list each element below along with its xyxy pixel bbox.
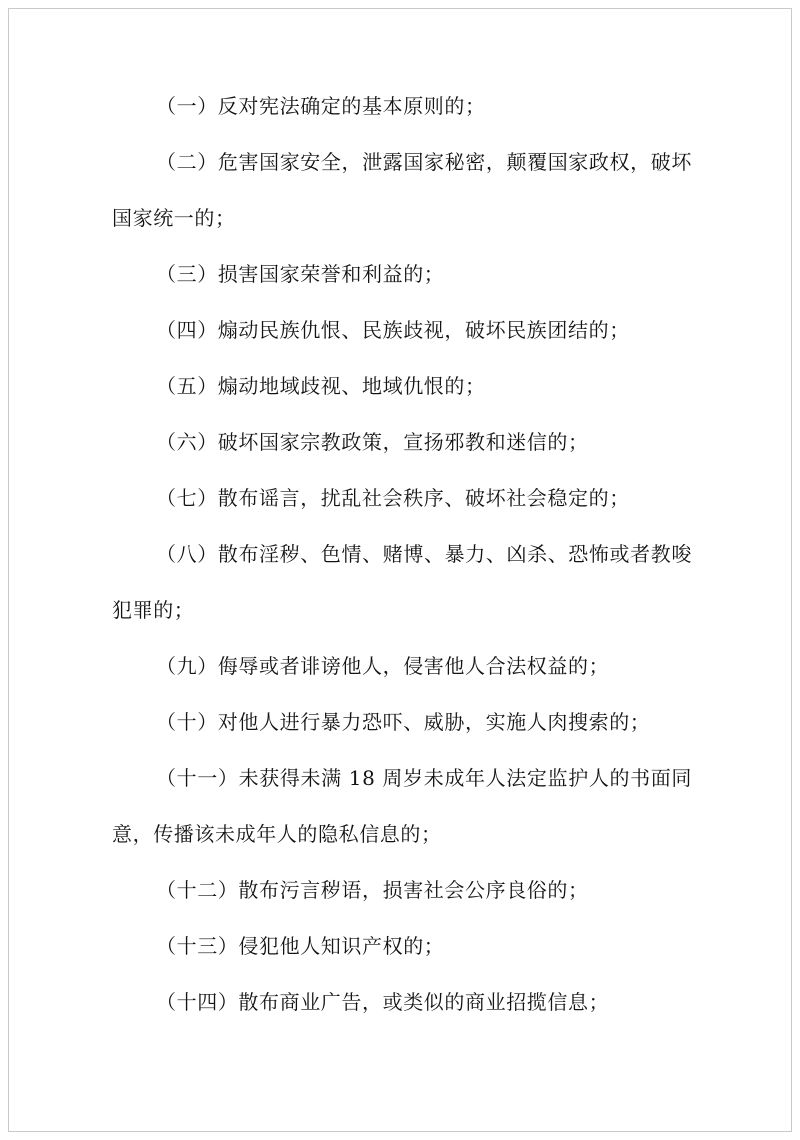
clause-paragraph: （五）煽动地域歧视、地域仇恨的；	[156, 374, 486, 398]
clause-paragraph: （六）破坏国家宗教政策，宣扬邪教和迷信的；	[156, 430, 589, 454]
clause-paragraph: （四）煽动民族仇恨、民族歧视，破坏民族团结的；	[156, 318, 630, 342]
clause-paragraph: （十）对他人进行暴力恐吓、威胁，实施人肉搜索的；	[156, 710, 651, 734]
clause-paragraph: （八）散布淫秽、色情、赌博、暴力、凶杀、恐怖或者教唆犯罪的；	[112, 542, 692, 622]
clause-paragraph: （三）损害国家荣誉和利益的；	[156, 262, 445, 286]
clause-paragraph: （一）反对宪法确定的基本原则的；	[156, 94, 486, 118]
clause-paragraph: （七）散布谣言，扰乱社会秩序、破坏社会稳定的；	[156, 486, 630, 510]
document-body	[112, 78, 692, 1030]
clause-paragraph: （二）危害国家安全，泄露国家秘密，颠覆国家政权，破坏国家统一的；	[112, 150, 692, 230]
clause-paragraph: （十一）未获得未满 18 周岁未成年人法定监护人的书面同意，传播该未成年人的隐私信息的；	[112, 766, 692, 846]
clause-paragraph: （九）侮辱或者诽谤他人，侵害他人合法权益的；	[156, 654, 610, 678]
clause-paragraph: （十四）散布商业广告，或类似的商业招揽信息；	[156, 990, 610, 1014]
clause-paragraph: （十二）散布污言秽语，损害社会公序良俗的；	[156, 878, 589, 902]
clause-paragraph: （十三）侵犯他人知识产权的；	[156, 934, 445, 958]
